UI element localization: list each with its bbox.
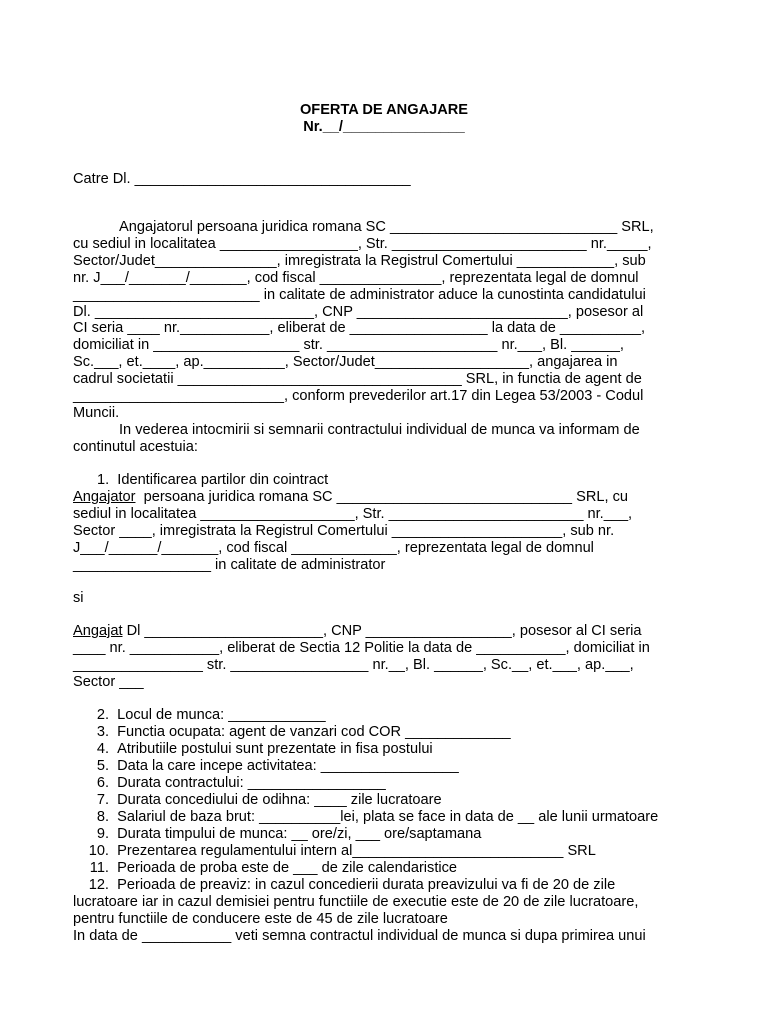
employer-line: sediul in localitatea ___________________, Str. ________________________ nr.___, bbox=[73, 505, 633, 522]
item-number: 12. bbox=[88, 877, 109, 893]
section1-heading bbox=[97, 472, 328, 489]
info-paragraph bbox=[73, 422, 672, 456]
continuation-line: lucratoare iar in cazul demisiei pentru functiile de executie este de 20 de zile lucratoare, bbox=[73, 894, 639, 910]
item-text: Perioada de preaviz: in cazul concedierii durata preavizului va fi de 20 de zile bbox=[117, 877, 616, 893]
numbered-item bbox=[73, 843, 596, 860]
numbered-item bbox=[73, 860, 457, 877]
item-number: 3. bbox=[96, 724, 109, 740]
item-text: Durata concediului de odihna: ____ zile lucratoare bbox=[117, 792, 442, 808]
numbered-item bbox=[73, 809, 658, 826]
intro-line: Muncii. bbox=[73, 404, 120, 421]
employee-line: ____ nr. ___________, eliberat de Sectia 12 Politie la data de ___________, domiciliat in bbox=[73, 639, 650, 656]
numbered-item bbox=[73, 758, 459, 775]
numbered-item bbox=[73, 707, 326, 724]
employee-label: Angajat bbox=[73, 623, 123, 639]
item-number: 2. bbox=[96, 707, 109, 723]
numbered-item bbox=[73, 877, 615, 894]
item-number: 11. bbox=[89, 860, 109, 876]
section1-heading-text: Identificarea partilor din cointract bbox=[117, 472, 329, 488]
numbered-item bbox=[73, 741, 433, 758]
numbered-item bbox=[73, 724, 511, 741]
numbered-item bbox=[73, 792, 442, 809]
item-text: Durata contractului: _________________ bbox=[117, 775, 386, 791]
intro-line: _______________________ in calitate de administrator aduce la cunostinta candidatului bbox=[73, 286, 646, 303]
item-text: Atributiile postului sunt prezentate in fisa postului bbox=[117, 741, 433, 757]
item-number: 8. bbox=[96, 809, 109, 825]
employee-line: Dl ______________________, CNP __________________, posesor al CI seria bbox=[126, 623, 642, 639]
employer-line: Sector ____, imregistrata la Registrul Comertului _____________________, sub nr. bbox=[73, 522, 615, 539]
intro-line: cu sediul in localitatea _________________, Str. ________________________ nr._____, bbox=[73, 235, 652, 252]
employer-block bbox=[73, 489, 672, 574]
item-number: 6. bbox=[96, 775, 109, 791]
intro-line: __________________________, conform prevederilor art.17 din Legea 53/2003 - Codul bbox=[73, 388, 644, 405]
intro-line: CI seria ____ nr.___________, eliberat de _________________ la data de __________, bbox=[73, 320, 646, 337]
intro-line: domiciliat in __________________ str. _____________________ nr.___, Bl. ______, bbox=[73, 337, 624, 354]
item-text: Locul de munca: ____________ bbox=[117, 707, 326, 723]
item-text: Functia ocupata: agent de vanzari cod COR _____________ bbox=[117, 724, 511, 740]
item-text: Perioada de proba este de ___ de zile calendaristice bbox=[117, 860, 458, 876]
document-title: OFERTA DE ANGAJARE bbox=[299, 102, 469, 118]
intro-paragraph bbox=[73, 219, 672, 422]
intro-line: Sc.___, et.____, ap.__________, Sector/Judet___________________, angajarea in bbox=[73, 354, 618, 371]
item-number: 5. bbox=[96, 758, 109, 774]
item-text: Durata timpului de munca: __ ore/zi, ___ ore/saptamana bbox=[117, 826, 482, 842]
item-number: 9. bbox=[96, 826, 109, 842]
employer-label: Angajator bbox=[73, 489, 136, 505]
intro-line: Dl. ___________________________, CNP __________________________, posesor al bbox=[73, 303, 644, 320]
info-line: continutul acestuia: bbox=[73, 438, 198, 455]
item-number: 4. bbox=[96, 741, 109, 757]
intro-line: nr. J___/_______/_______, cod fiscal _______________, reprezentata legal de domnul bbox=[73, 269, 639, 286]
employee-line: ________________ str. _________________ nr.__, Bl. ______, Sc.__, et.___, ap.___, bbox=[73, 656, 634, 673]
addressee-line: Catre Dl. __________________________________ bbox=[73, 171, 411, 187]
intro-line: cadrul societatii ___________________________________ SRL, in functia de agent de bbox=[73, 371, 642, 388]
intro-line: Angajatorul persoana juridica romana SC ____________________________ SRL, bbox=[119, 219, 654, 235]
item-text: Data la care incepe activitatea: _________________ bbox=[117, 758, 459, 774]
employer-line: J___/______/_______, cod fiscal _____________, reprezentata legal de domnul bbox=[73, 539, 594, 556]
final-line: In data de ___________ veti semna contractul individual de munca si dupa primirea unui bbox=[73, 927, 646, 944]
intro-line: Sector/Judet_______________, imregistrata la Registrul Comertului ____________, sub bbox=[73, 252, 646, 269]
item-text: Prezentarea regulamentului intern al__________________________ SRL bbox=[117, 843, 596, 859]
employer-line: persoana juridica romana SC _____________________________ SRL, cu bbox=[143, 489, 628, 505]
item12-continuation bbox=[73, 894, 672, 945]
section1-number: 1. bbox=[97, 472, 110, 488]
numbered-item bbox=[73, 826, 481, 843]
item-number: 7. bbox=[96, 792, 109, 808]
employer-line: _________________ in calitate de administrator bbox=[73, 556, 386, 573]
numbered-item bbox=[73, 775, 386, 792]
info-line: In vederea intocmirii si semnarii contractului individual de munca va informam de bbox=[119, 422, 640, 438]
offer-number: Nr.__/_______________ bbox=[303, 119, 465, 135]
employee-block bbox=[73, 623, 672, 691]
item-text: Salariul de baza brut: __________lei, plata se face in data de __ ale lunii urmatoare bbox=[117, 809, 659, 825]
and-word: si bbox=[73, 590, 84, 606]
employee-line: Sector ___ bbox=[73, 673, 144, 690]
item-number: 10. bbox=[88, 843, 109, 859]
continuation-line: pentru functiile de conducere este de 45 de zile lucratoare bbox=[73, 910, 448, 927]
